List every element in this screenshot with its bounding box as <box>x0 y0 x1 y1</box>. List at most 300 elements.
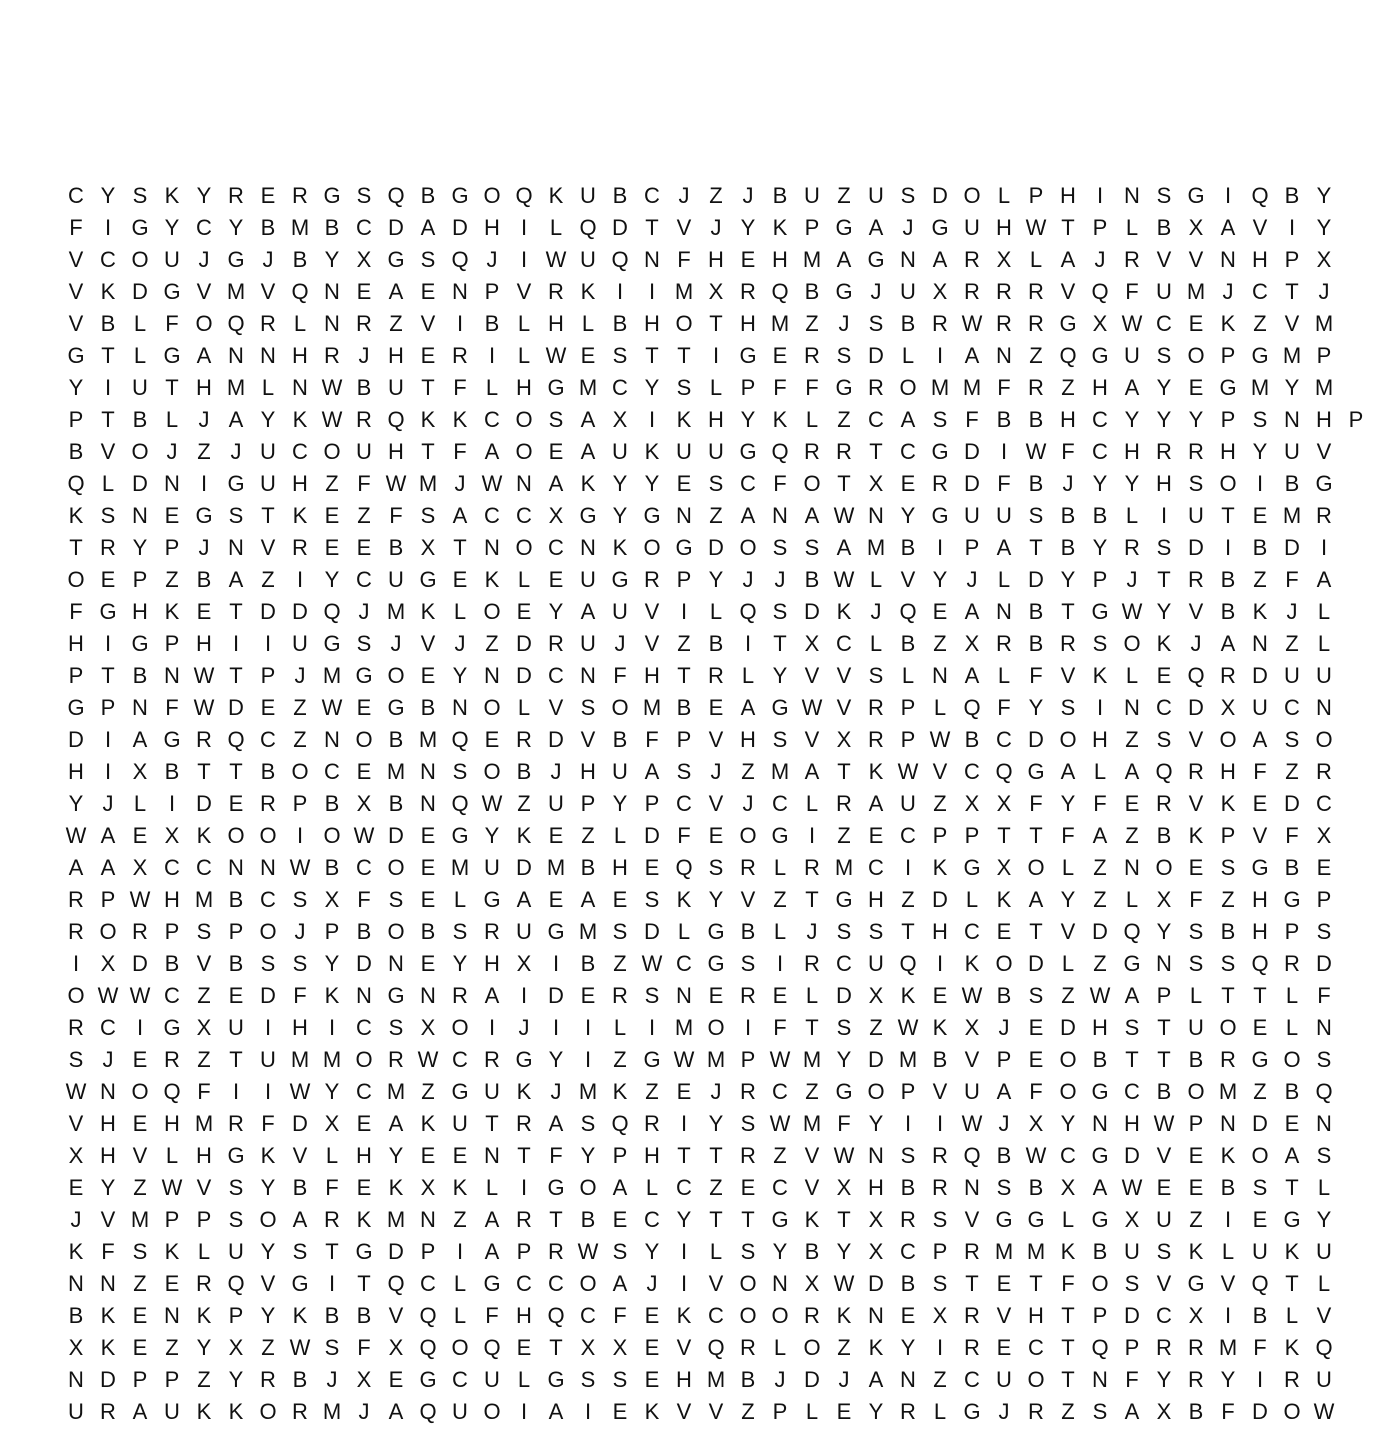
letter-cell[interactable]: D <box>1188 695 1204 720</box>
letter-cell[interactable]: T <box>997 823 1011 848</box>
letter-cell[interactable]: L <box>741 663 755 688</box>
letter-cell[interactable]: F <box>357 471 371 496</box>
letter-cell[interactable]: Z <box>1253 1079 1267 1104</box>
letter-cell[interactable]: H <box>196 375 212 400</box>
letter-cell[interactable]: O <box>675 311 693 336</box>
letter-cell[interactable]: S <box>1316 1143 1332 1168</box>
letter-cell[interactable]: G <box>1091 1079 1109 1104</box>
letter-cell[interactable]: S <box>228 503 244 528</box>
letter-cell[interactable]: G <box>163 343 181 368</box>
letter-cell[interactable]: D <box>132 279 148 304</box>
letter-cell[interactable]: T <box>325 1239 339 1264</box>
letter-cell[interactable]: B <box>1060 535 1076 560</box>
letter-cell[interactable]: Y <box>740 215 756 240</box>
letter-cell[interactable]: R <box>324 1207 340 1232</box>
letter-cell[interactable]: Y <box>708 1111 724 1136</box>
letter-cell[interactable]: J <box>1062 471 1074 496</box>
letter-cell[interactable]: R <box>68 887 84 912</box>
letter-cell[interactable]: V <box>1060 663 1076 688</box>
letter-cell[interactable]: E <box>1252 1207 1268 1232</box>
letter-cell[interactable]: I <box>488 1015 496 1040</box>
letter-cell[interactable]: J <box>358 343 370 368</box>
letter-cell[interactable]: I <box>1224 535 1232 560</box>
letter-cell[interactable]: N <box>676 983 692 1008</box>
letter-cell[interactable]: K <box>164 1239 180 1264</box>
letter-cell[interactable]: P <box>324 919 340 944</box>
letter-cell[interactable]: A <box>132 1399 148 1424</box>
letter-cell[interactable]: W <box>1089 983 1111 1008</box>
letter-cell[interactable]: E <box>1316 855 1332 880</box>
letter-cell[interactable]: S <box>740 1239 756 1264</box>
letter-cell[interactable]: H <box>484 215 500 240</box>
letter-cell[interactable]: B <box>900 535 916 560</box>
letter-cell[interactable]: P <box>228 1303 244 1328</box>
letter-cell[interactable]: E <box>1188 375 1204 400</box>
letter-cell[interactable]: N <box>996 599 1012 624</box>
letter-cell[interactable]: B <box>132 663 148 688</box>
letter-cell[interactable]: B <box>772 183 788 208</box>
letter-cell[interactable]: M <box>386 599 406 624</box>
letter-cell[interactable]: L <box>613 823 627 848</box>
letter-cell[interactable]: S <box>1252 407 1268 432</box>
letter-cell[interactable]: L <box>325 1143 339 1168</box>
letter-cell[interactable]: A <box>1092 823 1108 848</box>
letter-cell[interactable]: L <box>133 311 147 336</box>
letter-cell[interactable]: X <box>548 503 564 528</box>
letter-cell[interactable]: H <box>196 1143 212 1168</box>
letter-cell[interactable]: Z <box>1285 759 1299 784</box>
letter-cell[interactable]: Q <box>579 215 597 240</box>
letter-cell[interactable]: T <box>1029 1271 1043 1296</box>
letter-cell[interactable]: B <box>1028 1175 1044 1200</box>
letter-cell[interactable]: C <box>772 1079 788 1104</box>
letter-cell[interactable]: O <box>963 183 981 208</box>
letter-cell[interactable]: B <box>1156 823 1172 848</box>
letter-cell[interactable]: I <box>1224 1303 1232 1328</box>
letter-cell[interactable]: J <box>870 279 882 304</box>
letter-cell[interactable]: C <box>260 727 276 752</box>
letter-cell[interactable]: S <box>612 919 628 944</box>
letter-cell[interactable]: F <box>197 1079 211 1104</box>
letter-cell[interactable]: J <box>1126 567 1138 592</box>
letter-cell[interactable]: L <box>197 1239 211 1264</box>
letter-cell[interactable]: M <box>802 1047 822 1072</box>
letter-cell[interactable]: V <box>932 759 948 784</box>
letter-cell[interactable]: E <box>932 983 948 1008</box>
letter-cell[interactable]: C <box>708 1303 724 1328</box>
letter-cell[interactable]: J <box>198 535 210 560</box>
letter-cell[interactable]: F <box>1029 663 1043 688</box>
letter-cell[interactable]: E <box>100 567 116 592</box>
letter-cell[interactable]: C <box>548 535 564 560</box>
letter-cell[interactable]: Y <box>260 407 276 432</box>
letter-cell[interactable]: Z <box>1061 375 1075 400</box>
letter-cell[interactable]: Y <box>612 471 628 496</box>
letter-cell[interactable]: D <box>932 183 948 208</box>
letter-cell[interactable]: I <box>1288 215 1296 240</box>
letter-cell[interactable]: W <box>193 695 215 720</box>
letter-cell[interactable]: C <box>484 503 500 528</box>
letter-cell[interactable]: E <box>548 567 564 592</box>
letter-cell[interactable]: K <box>1156 631 1172 656</box>
letter-cell[interactable]: S <box>740 1111 756 1136</box>
letter-cell[interactable]: T <box>197 759 211 784</box>
letter-cell[interactable]: Y <box>868 1399 884 1424</box>
letter-cell[interactable]: P <box>612 1143 628 1168</box>
letter-cell[interactable]: W <box>321 695 343 720</box>
letter-cell[interactable]: M <box>642 695 662 720</box>
letter-cell[interactable]: S <box>580 695 596 720</box>
letter-cell[interactable]: I <box>936 343 944 368</box>
letter-cell[interactable]: G <box>355 1239 373 1264</box>
letter-cell[interactable]: J <box>614 631 626 656</box>
letter-cell[interactable]: B <box>1188 1047 1204 1072</box>
letter-cell[interactable]: T <box>1125 1047 1139 1072</box>
letter-cell[interactable]: Y <box>612 791 628 816</box>
letter-cell[interactable]: X <box>1028 1111 1044 1136</box>
letter-cell[interactable]: Q <box>1187 663 1205 688</box>
letter-cell[interactable]: S <box>676 759 692 784</box>
letter-cell[interactable]: M <box>994 1239 1014 1264</box>
letter-cell[interactable]: F <box>453 439 467 464</box>
letter-cell[interactable]: P <box>932 1239 948 1264</box>
letter-cell[interactable]: G <box>547 375 565 400</box>
letter-cell[interactable]: B <box>356 919 372 944</box>
letter-cell[interactable]: O <box>1315 727 1333 752</box>
letter-cell[interactable]: I <box>552 1015 560 1040</box>
letter-cell[interactable]: J <box>1318 279 1330 304</box>
letter-cell[interactable]: W <box>129 983 151 1008</box>
letter-cell[interactable]: V <box>900 567 916 592</box>
letter-cell[interactable]: U <box>452 1399 468 1424</box>
letter-cell[interactable]: V <box>708 1399 724 1424</box>
letter-cell[interactable]: N <box>100 1271 116 1296</box>
letter-cell[interactable]: E <box>420 1143 436 1168</box>
letter-cell[interactable]: Z <box>197 1047 211 1072</box>
letter-cell[interactable]: U <box>868 183 884 208</box>
letter-cell[interactable]: S <box>836 1015 852 1040</box>
letter-cell[interactable]: V <box>1060 279 1076 304</box>
letter-cell[interactable]: T <box>677 1143 691 1168</box>
letter-cell[interactable]: Y <box>868 1111 884 1136</box>
letter-cell[interactable]: L <box>805 791 819 816</box>
letter-cell[interactable]: W <box>1025 1143 1047 1168</box>
letter-cell[interactable]: J <box>870 599 882 624</box>
letter-cell[interactable]: Z <box>805 1079 819 1104</box>
letter-cell[interactable]: C <box>548 663 564 688</box>
letter-cell[interactable]: E <box>324 503 340 528</box>
letter-cell[interactable]: Z <box>837 1335 851 1360</box>
letter-cell[interactable]: G <box>387 983 405 1008</box>
letter-cell[interactable]: G <box>707 951 725 976</box>
letter-cell[interactable]: F <box>965 407 979 432</box>
letter-cell[interactable]: M <box>1282 343 1302 368</box>
letter-cell[interactable]: X <box>164 823 180 848</box>
letter-cell[interactable]: M <box>674 279 694 304</box>
letter-cell[interactable]: J <box>710 215 722 240</box>
letter-cell[interactable]: W <box>1121 311 1143 336</box>
letter-cell[interactable]: F <box>677 247 691 272</box>
letter-cell[interactable]: E <box>420 855 436 880</box>
letter-cell[interactable]: A <box>1028 887 1044 912</box>
letter-cell[interactable]: C <box>324 759 340 784</box>
letter-cell[interactable]: U <box>452 1111 468 1136</box>
letter-cell[interactable]: A <box>932 247 948 272</box>
letter-cell[interactable]: C <box>900 439 916 464</box>
letter-cell[interactable]: M <box>130 1207 150 1232</box>
letter-cell[interactable]: W <box>417 1047 439 1072</box>
letter-cell[interactable]: U <box>516 919 532 944</box>
letter-cell[interactable]: H <box>388 343 404 368</box>
letter-cell[interactable]: S <box>708 855 724 880</box>
letter-cell[interactable]: M <box>322 1047 342 1072</box>
letter-cell[interactable]: E <box>708 983 724 1008</box>
letter-cell[interactable]: R <box>100 1399 116 1424</box>
letter-cell[interactable]: X <box>1188 215 1204 240</box>
letter-cell[interactable]: W <box>97 983 119 1008</box>
letter-cell[interactable]: Y <box>1124 407 1140 432</box>
letter-cell[interactable]: U <box>868 951 884 976</box>
letter-cell[interactable]: J <box>902 215 914 240</box>
letter-cell[interactable]: R <box>740 1335 756 1360</box>
letter-cell[interactable]: N <box>228 855 244 880</box>
letter-cell[interactable]: A <box>484 1239 500 1264</box>
letter-cell[interactable]: T <box>645 343 659 368</box>
letter-cell[interactable]: K <box>420 407 436 432</box>
letter-cell[interactable]: B <box>1028 631 1044 656</box>
letter-cell[interactable]: S <box>836 919 852 944</box>
letter-cell[interactable]: W <box>833 567 855 592</box>
letter-cell[interactable]: I <box>456 1239 464 1264</box>
letter-cell[interactable]: U <box>708 439 724 464</box>
letter-cell[interactable]: Y <box>68 791 84 816</box>
letter-cell[interactable]: F <box>1189 887 1203 912</box>
letter-cell[interactable]: B <box>580 951 596 976</box>
letter-cell[interactable]: I <box>552 951 560 976</box>
letter-cell[interactable]: R <box>1156 439 1172 464</box>
letter-cell[interactable]: H <box>772 247 788 272</box>
letter-cell[interactable]: B <box>164 759 180 784</box>
letter-cell[interactable]: Y <box>676 1207 692 1232</box>
letter-cell[interactable]: V <box>1188 247 1204 272</box>
letter-cell[interactable]: D <box>1028 727 1044 752</box>
letter-cell[interactable]: Y <box>260 1239 276 1264</box>
letter-cell[interactable]: G <box>67 343 85 368</box>
letter-cell[interactable]: E <box>420 279 436 304</box>
letter-cell[interactable]: D <box>804 599 820 624</box>
letter-cell[interactable]: D <box>260 599 276 624</box>
letter-cell[interactable]: F <box>325 1175 339 1200</box>
letter-cell[interactable]: S <box>420 247 436 272</box>
letter-cell[interactable]: L <box>901 343 915 368</box>
letter-cell[interactable]: Z <box>773 887 787 912</box>
letter-cell[interactable]: J <box>454 631 466 656</box>
letter-cell[interactable]: L <box>1317 1271 1331 1296</box>
letter-cell[interactable]: N <box>228 535 244 560</box>
letter-cell[interactable]: E <box>772 983 788 1008</box>
letter-cell[interactable]: N <box>484 1143 500 1168</box>
letter-cell[interactable]: N <box>164 1303 180 1328</box>
letter-cell[interactable]: U <box>900 279 916 304</box>
letter-cell[interactable]: J <box>678 183 690 208</box>
letter-cell[interactable]: N <box>484 663 500 688</box>
letter-cell[interactable]: L <box>517 695 531 720</box>
letter-cell[interactable]: V <box>1188 599 1204 624</box>
letter-cell[interactable]: E <box>612 887 628 912</box>
letter-cell[interactable]: K <box>196 1303 212 1328</box>
letter-cell[interactable]: Q <box>899 599 917 624</box>
letter-cell[interactable]: C <box>1060 1143 1076 1168</box>
letter-cell[interactable]: H <box>1316 407 1332 432</box>
letter-cell[interactable]: V <box>676 215 692 240</box>
letter-cell[interactable]: S <box>292 1239 308 1264</box>
letter-cell[interactable]: O <box>227 823 245 848</box>
letter-cell[interactable]: P <box>68 663 84 688</box>
letter-cell[interactable]: M <box>1282 503 1302 528</box>
letter-cell[interactable]: Y <box>1156 407 1172 432</box>
letter-cell[interactable]: P <box>132 1367 148 1392</box>
letter-cell[interactable]: E <box>900 471 916 496</box>
letter-cell[interactable]: G <box>739 343 757 368</box>
letter-cell[interactable]: A <box>420 215 436 240</box>
letter-cell[interactable]: R <box>644 1111 660 1136</box>
letter-cell[interactable]: K <box>932 1015 948 1040</box>
letter-cell[interactable]: N <box>1316 1111 1332 1136</box>
letter-cell[interactable]: U <box>1316 1367 1332 1392</box>
letter-cell[interactable]: F <box>165 695 179 720</box>
letter-cell[interactable]: I <box>168 791 176 816</box>
letter-cell[interactable]: V <box>68 247 84 272</box>
letter-cell[interactable]: C <box>356 1015 372 1040</box>
letter-cell[interactable]: B <box>1220 919 1236 944</box>
letter-cell[interactable]: F <box>645 727 659 752</box>
letter-cell[interactable]: S <box>932 407 948 432</box>
letter-cell[interactable]: Q <box>1123 919 1141 944</box>
letter-cell[interactable]: D <box>708 535 724 560</box>
letter-cell[interactable]: G <box>355 663 373 688</box>
letter-cell[interactable]: Y <box>548 1047 564 1072</box>
letter-cell[interactable]: J <box>390 631 402 656</box>
letter-cell[interactable]: A <box>612 1271 628 1296</box>
letter-cell[interactable]: V <box>1316 439 1332 464</box>
letter-cell[interactable]: X <box>196 1015 212 1040</box>
letter-cell[interactable]: S <box>356 183 372 208</box>
letter-cell[interactable]: O <box>451 1015 469 1040</box>
letter-cell[interactable]: V <box>1156 1271 1172 1296</box>
letter-cell[interactable]: K <box>100 1335 116 1360</box>
letter-cell[interactable]: J <box>838 1367 850 1392</box>
letter-cell[interactable]: W <box>1025 215 1047 240</box>
letter-cell[interactable]: G <box>835 1079 853 1104</box>
letter-cell[interactable]: Y <box>1060 791 1076 816</box>
letter-cell[interactable]: L <box>165 407 179 432</box>
letter-cell[interactable]: F <box>1125 1367 1139 1392</box>
letter-cell[interactable]: Z <box>1253 567 1267 592</box>
letter-cell[interactable]: G <box>1091 1143 1109 1168</box>
letter-cell[interactable]: V <box>68 311 84 336</box>
letter-cell[interactable]: P <box>196 1207 212 1232</box>
letter-cell[interactable]: W <box>545 247 567 272</box>
letter-cell[interactable]: Y <box>772 1239 788 1264</box>
letter-cell[interactable]: Z <box>933 631 947 656</box>
letter-cell[interactable]: E <box>1156 1175 1172 1200</box>
letter-cell[interactable]: F <box>69 599 83 624</box>
letter-cell[interactable]: X <box>868 983 884 1008</box>
letter-cell[interactable]: J <box>166 439 178 464</box>
letter-cell[interactable]: R <box>612 983 628 1008</box>
letter-cell[interactable]: C <box>580 1303 596 1328</box>
letter-cell[interactable]: E <box>1284 1111 1300 1136</box>
letter-cell[interactable]: G <box>771 1207 789 1232</box>
letter-cell[interactable]: E <box>324 535 340 560</box>
letter-cell[interactable]: I <box>648 407 656 432</box>
letter-cell[interactable]: C <box>900 823 916 848</box>
letter-cell[interactable]: F <box>837 1111 851 1136</box>
letter-cell[interactable]: K <box>548 183 564 208</box>
letter-cell[interactable]: I <box>264 1015 272 1040</box>
letter-cell[interactable]: R <box>548 279 564 304</box>
letter-cell[interactable]: A <box>484 983 500 1008</box>
letter-cell[interactable]: E <box>548 887 564 912</box>
letter-cell[interactable]: G <box>963 855 981 880</box>
letter-cell[interactable]: A <box>1124 759 1140 784</box>
letter-cell[interactable]: X <box>420 1015 436 1040</box>
letter-cell[interactable]: F <box>1285 823 1299 848</box>
letter-cell[interactable]: Z <box>837 183 851 208</box>
letter-cell[interactable]: G <box>451 1079 469 1104</box>
letter-cell[interactable]: F <box>261 1111 275 1136</box>
letter-cell[interactable]: H <box>516 1303 532 1328</box>
letter-cell[interactable]: G <box>131 215 149 240</box>
letter-cell[interactable]: N <box>1092 1111 1108 1136</box>
letter-cell[interactable]: S <box>1028 503 1044 528</box>
letter-cell[interactable]: K <box>164 183 180 208</box>
letter-cell[interactable]: P <box>164 535 180 560</box>
letter-cell[interactable]: D <box>548 983 564 1008</box>
letter-cell[interactable]: H <box>644 311 660 336</box>
letter-cell[interactable]: I <box>680 1111 688 1136</box>
letter-cell[interactable]: K <box>100 279 116 304</box>
letter-cell[interactable]: S <box>132 183 148 208</box>
letter-cell[interactable]: I <box>232 631 240 656</box>
letter-cell[interactable]: R <box>996 631 1012 656</box>
letter-cell[interactable]: E <box>516 1335 532 1360</box>
letter-cell[interactable]: L <box>133 343 147 368</box>
letter-cell[interactable]: C <box>772 791 788 816</box>
letter-cell[interactable]: O <box>355 1047 373 1072</box>
letter-cell[interactable]: Z <box>677 631 691 656</box>
letter-cell[interactable]: Z <box>325 471 339 496</box>
letter-cell[interactable]: H <box>1092 375 1108 400</box>
letter-cell[interactable]: S <box>1124 1271 1140 1296</box>
letter-cell[interactable]: G <box>579 503 597 528</box>
letter-cell[interactable]: C <box>196 215 212 240</box>
letter-cell[interactable]: V <box>196 279 212 304</box>
letter-cell[interactable]: D <box>292 1111 308 1136</box>
letter-cell[interactable]: M <box>450 855 470 880</box>
letter-cell[interactable]: G <box>835 375 853 400</box>
letter-cell[interactable]: L <box>933 1399 947 1424</box>
letter-cell[interactable]: C <box>676 1175 692 1200</box>
letter-cell[interactable]: K <box>68 1239 84 1264</box>
letter-cell[interactable]: E <box>132 1335 148 1360</box>
letter-cell[interactable]: X <box>868 1207 884 1232</box>
letter-cell[interactable]: O <box>1219 727 1237 752</box>
letter-cell[interactable]: X <box>1156 887 1172 912</box>
letter-cell[interactable]: R <box>1284 951 1300 976</box>
letter-cell[interactable]: A <box>388 1111 404 1136</box>
letter-cell[interactable]: O <box>1251 1143 1269 1168</box>
